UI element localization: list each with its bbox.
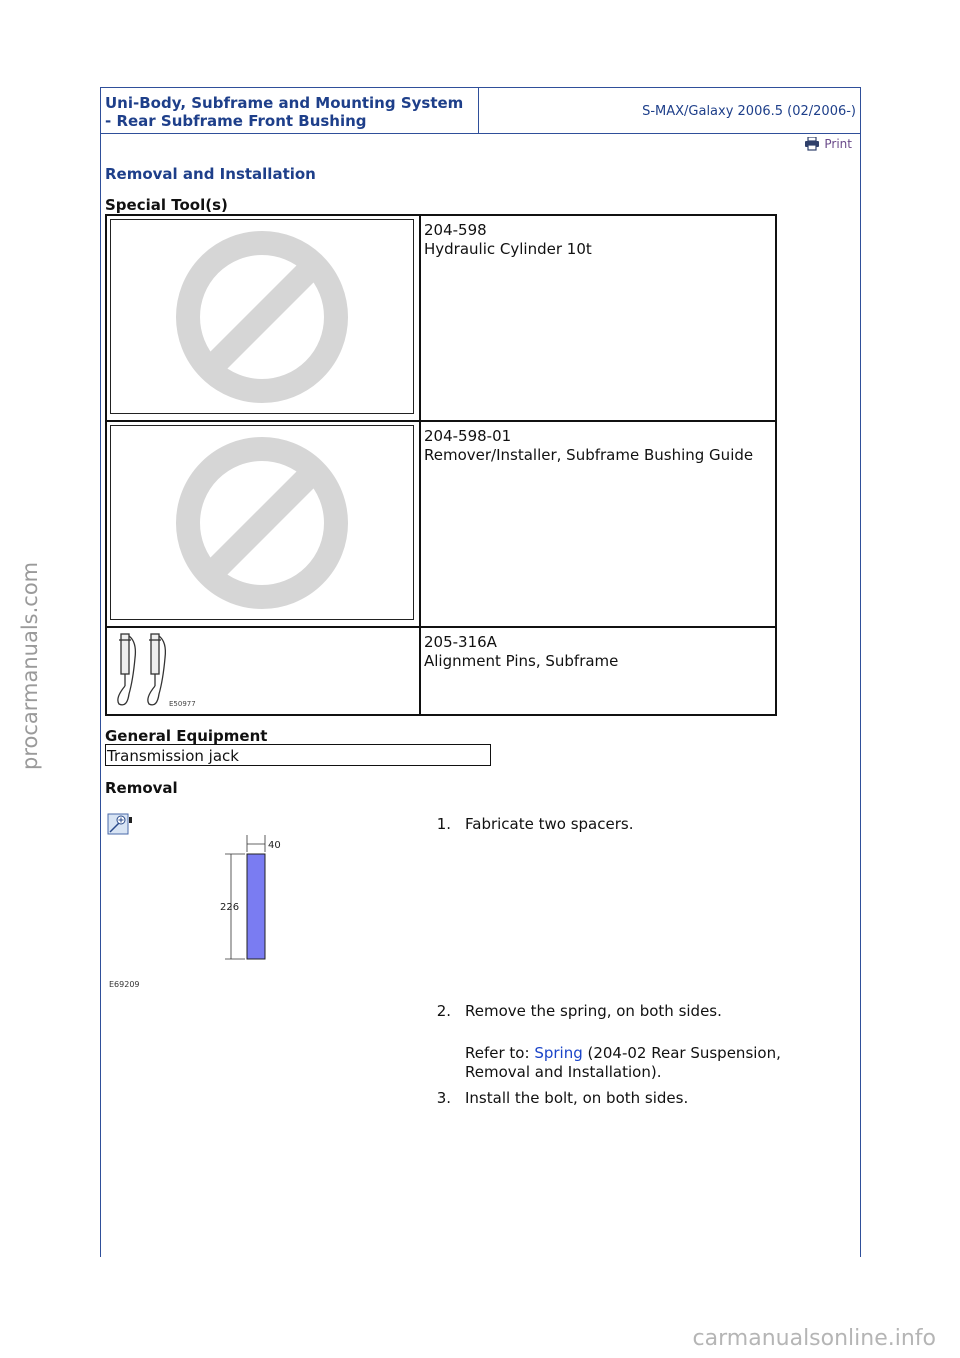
image-unavailable-icon	[110, 425, 414, 620]
special-tools-table	[105, 214, 777, 716]
removal-heading: Removal	[105, 779, 178, 797]
title-line-2: - Rear Subframe Front Bushing	[105, 112, 367, 130]
height-dimension: 226	[220, 902, 240, 913]
step-text: Install the bolt, on both sides.	[465, 1089, 689, 1107]
step-number: 1.	[436, 815, 451, 833]
side-watermark: procarmanuals.com	[18, 561, 42, 770]
section-title: Removal and Installation	[105, 165, 316, 183]
tool-code: 204-598	[424, 221, 487, 239]
tool-name: Hydraulic Cylinder 10t	[424, 240, 592, 258]
special-tools-heading: Special Tool(s)	[105, 196, 228, 214]
print-button[interactable]	[804, 137, 852, 151]
table-row	[106, 421, 776, 627]
document-frame	[100, 87, 861, 1257]
refer-suffix: (204-02 Rear Suspension, Removal and Installation).	[465, 1044, 781, 1081]
step-text: Fabricate two spacers.	[465, 815, 634, 833]
document-title	[101, 88, 479, 133]
tool-image-cell	[106, 421, 420, 627]
tool-description	[420, 421, 776, 627]
model-label: S-MAX/Galaxy 2006.5 (02/2006-)	[642, 104, 856, 119]
table-row	[106, 627, 776, 715]
tool-image-cell	[106, 627, 420, 715]
tool-code: 204-598-01	[424, 427, 512, 445]
refer-prefix: Refer to:	[465, 1044, 535, 1062]
tool-name: Alignment Pins, Subframe	[424, 652, 619, 670]
spring-link[interactable]: Spring	[534, 1044, 583, 1062]
image-unavailable-icon	[110, 219, 414, 414]
print-label: Print	[824, 137, 852, 151]
step-number: 3.	[436, 1089, 451, 1107]
title-line-1: Uni-Body, Subframe and Mounting System	[105, 94, 464, 112]
step-number: 2.	[436, 1002, 451, 1020]
alignment-pins-illustration	[107, 628, 419, 710]
spacer-diagram	[107, 827, 307, 997]
tool-code: 205-316A	[424, 633, 497, 651]
document-header	[101, 87, 860, 134]
tool-description	[420, 215, 776, 421]
general-equipment-heading: General Equipment	[105, 727, 268, 745]
table-row	[106, 215, 776, 421]
equipment-item: Transmission jack	[105, 744, 491, 766]
tool-name: Remover/Installer, Subframe Bushing Guide	[424, 446, 754, 464]
figure-label: E69209	[109, 980, 140, 989]
printer-icon	[804, 137, 820, 151]
tool-description	[420, 627, 776, 715]
step-text: Remove the spring, on both sides.	[465, 1002, 722, 1020]
tool-image-cell	[106, 215, 420, 421]
figure-label: E50977	[169, 700, 196, 708]
width-dimension: 40	[268, 840, 281, 851]
footer-watermark: carmanualsonline.info	[692, 1326, 936, 1351]
